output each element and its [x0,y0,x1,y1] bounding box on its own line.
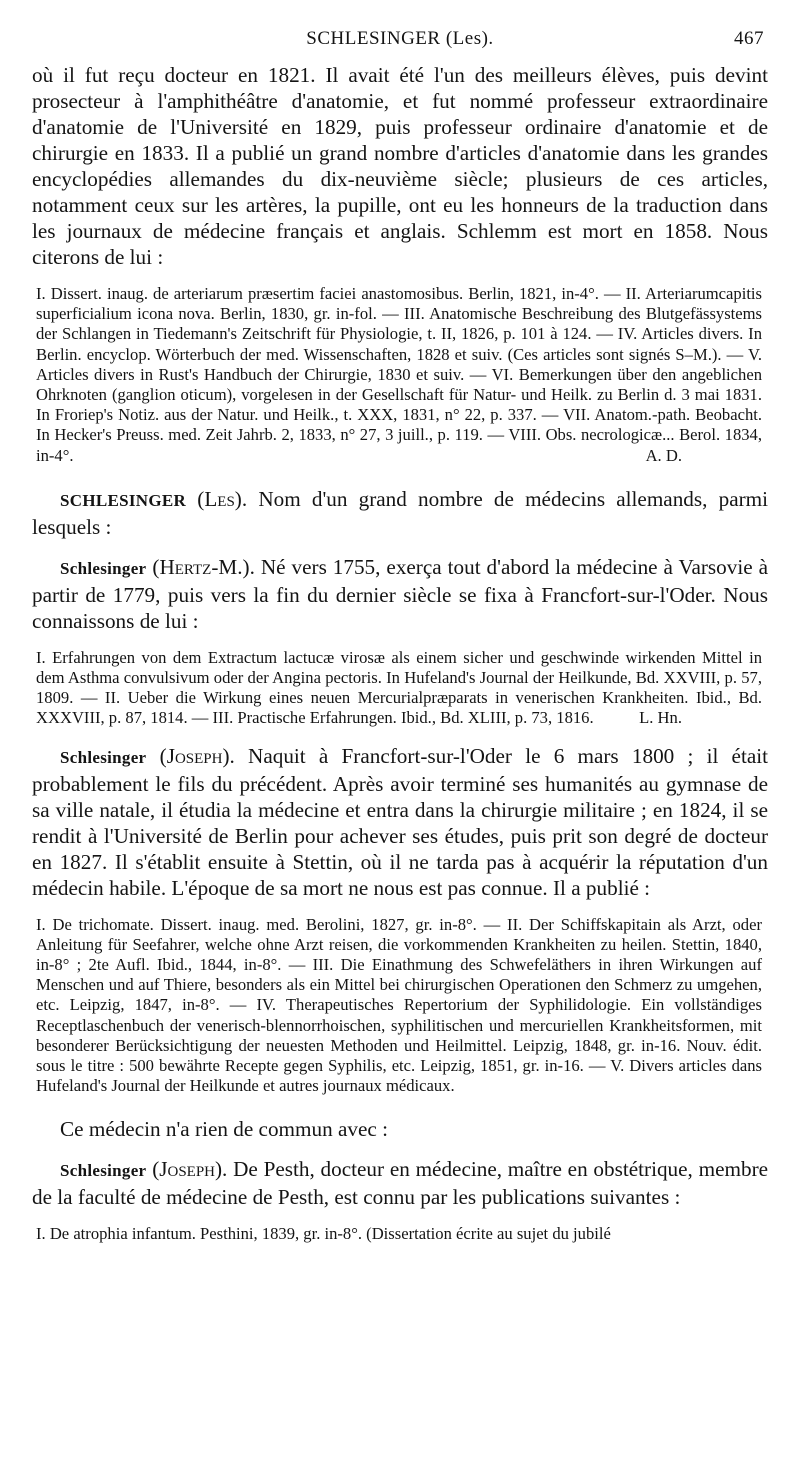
entry-heading: Schlesinger [60,558,147,578]
spacer [32,729,768,743]
spacer [32,1210,768,1224]
spacer [32,1142,768,1156]
entry-text: De Pesth, docteur en médecine, maître en obstétrique, membre de la faculté de médecine de Pesth, est connu par les publications suivantes : [32,1157,769,1210]
entry-schlesinger-les [32,486,768,540]
page-number: 467 [734,28,764,49]
bibliography-schlemm [32,284,768,466]
spacer [32,1096,768,1116]
bibliography-text: I. Erfahrungen von dem Extractum lactucæ virosæ als einem sicher und geschwinde wirkenden Mittel in dem Asthma convulsivum oder der Angina pectoris. In Hufeland's Journal der Heilkunde, Bd. XXVIII, p. 57, 1809. — II. Ueber die Wirkung eines neuen Mercurialpræparats in venerischen Krankheiten. Ibid., Bd. XXXVIII, p. 87, 1814. — III. Practische Erfahrungen. Ibid., Bd. XLIII, p. 73, 1816. [36,647,762,728]
bibliography-schlesinger-joseph-stettin: I. De trichomate. Dissert. inaug. med. Berolini, 1827, gr. in-8°. — II. Der Schiffskapitain als Arzt, oder Anleitung für Seefahrer, welche ohne Arzt reisen, die vorkommenden Krankheiten zu heilen. Stettin, 1840, in-8° ; 2te Aufl. Ibid., 1844, in-8°. — III. Die Einathmung des Schwefeläthers in ihren Wirkungen auf Menschen und auf Thiere, besonders als ein Mittel bei chirurgischen Operationen den Schmerz zu umgehen, etc. Leipzig, 1847, in-8°. — IV. Therapeutisches Repertorium der Syphilidologie. Ein vollständiges Receptlaschenbuch der venerisch-blennorrhoischen, syphilitischen und mercuriellen Krankheitsformen, mit besonderer Berücksichtigung der neuesten Methoden und Heilmittel. Leipzig, 1848, gr. in-16. Nouv. édit. sous le titre : 500 bewährte Recepte gegen Syphilis, etc. Leipzig, 1851, gr. in-16. — V. Divers articles dans Hufeland's Journal der Heilkunde et autres journaux médicaux. [36,914,762,1096]
entry-schlesinger-joseph-pesth [32,1156,768,1210]
entry-text: Nom d'un grand nombre de médecins allemands, parmi lesquels : [32,486,769,539]
spacer [32,634,768,648]
entry-heading-qualifier: (Joseph). [159,743,235,768]
entry-schlesinger-hertz [32,554,768,634]
page [32,28,768,1245]
entry-text: Naquit à Francfort-sur-l'Oder le 6 mars 1800 ; il était probablement le fils du précédent. Après avoir terminé ses humanités au gymnase de sa ville natale, il étudia la médecine et entra dans la chirurgie militaire ; en 1824, il se rendit à l'Université de Berlin pour achever ses études, puis prit son degré de docteur en 1827. Il s'établit ensuite à Stettin, où il ne tarda pas à acquérir la réputation d'un médecin habile. L'époque de sa mort ne nous est pas connue. Il a publié : [32,743,769,900]
spacer [32,270,768,284]
paragraph-note: Ce médecin n'a rien de commun avec : [60,1117,388,1142]
spacer [32,540,768,554]
author-signature: A. D. [645,445,682,465]
entry-heading-qualifier: (Joseph). [152,1157,228,1182]
entry-heading: Schlesinger [60,1161,147,1181]
running-title: SCHLESINGER (Les). [306,28,494,49]
bibliography-schlesinger-joseph-pesth: I. De atrophia infantum. Pesthini, 1839, gr. in-8°. (Dissertation écrite au sujet du jubilé [36,1224,611,1244]
entry-schlesinger-joseph-stettin [32,743,768,901]
entry-heading-qualifier: (Les). [197,486,248,511]
bibliography-schlesinger-hertz [32,648,768,729]
spacer [32,466,768,486]
entry-heading: Schlesinger [60,747,147,767]
entry-heading: SCHLESINGER [60,490,187,510]
bibliography-text: I. Dissert. inaug. de arteriarum præsertim faciei anastomosibus. Berlin, 1821, in-4°. — II. Arteriarumcapitis superficialium icona nova. Berlin, 1830, gr. in-fol. — III. Anatomische Beschreibung des Blutgefässystems der Schlangen in Tiedemann's Zeitschrift für Physiologie, t. II, 1826, p. 101 à 124. — IV. Articles divers. In Berlin. encyclop. Wörterbuch der med. Wissenschaften, 1828 et suiv. (Ces articles sont signés S–M.). — V. Articles divers in Rust's Handbuch der Chirurgie, 1830 et suiv. — VI. Bemerkungen über den angeblichen Ohrknoten (ganglion oticum), vorgelesen in der Gesellschaft für Natur- und Heilk. zu Berlin d. 3 mai 1831. In Froriep's Notiz. aus der Natur. und Heilk., t. XXX, 1831, n° 22, p. 337. — VII. Anatom.-path. Beobacht. In Hecker's Preuss. med. Zeit Jahrb. 2, 1833, n° 27, 3 juill., p. 119. — VIII. Obs. necrologicæ... Berol. 1834, in-4°. [36,284,762,465]
entry-text: Né vers 1755, exerça tout d'abord la médecine à Varsovie à partir de 1779, puis vers la fin du dernier siècle se fixa à Francfort-sur-l'Oder. Nous connaissons de lui : [32,554,769,633]
author-signature: L. Hn. [639,708,682,728]
running-head [32,28,768,62]
spacer [32,901,768,915]
entry-heading-qualifier: (Hertz-M.). [152,554,255,579]
paragraph-schlemm-bio: où il fut reçu docteur en 1821. Il avait été l'un des meilleurs élèves, puis devint prosecteur à l'amphithéâtre d'anatomie, et fut nommé professeur extraordinaire d'anatomie de l'Université en 1829, puis professeur ordinaire d'anatomie et de chirurgie en 1833. Il a publié un grand nombre d'articles d'anatomie dans les grandes encyclopédies allemandes du dix-neuvième siècle; plusieurs de ces articles, notamment ceux sur les artères, la pupille, ont eu les honneurs de la traduction dans les journaux de médecine français et anglais. Schlemm est mort en 1858. Nous citerons de lui : [32,63,768,269]
